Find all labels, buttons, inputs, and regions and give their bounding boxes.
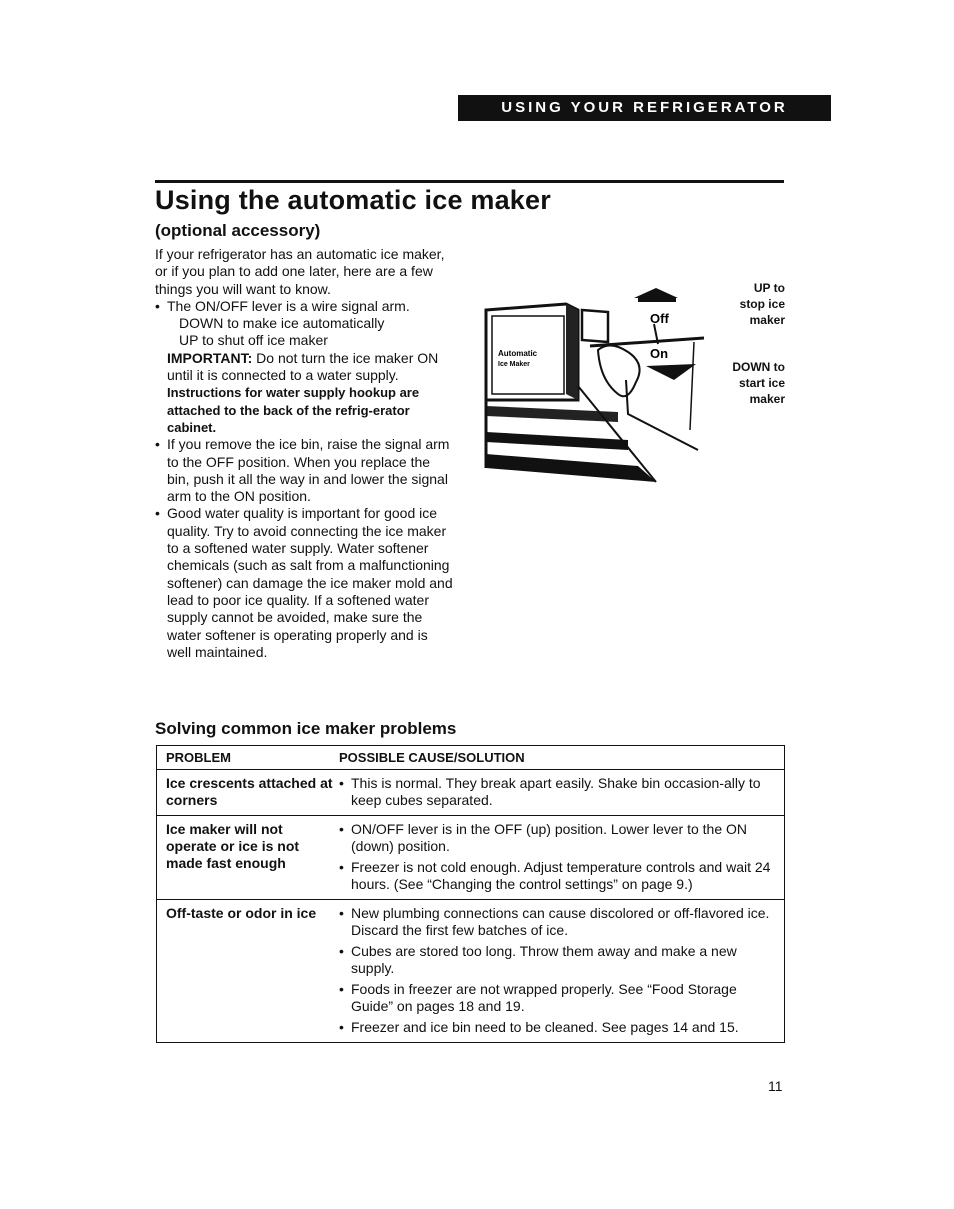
problems-heading: Solving common ice maker problems xyxy=(155,719,457,738)
ice-maker-label-2: Ice Maker xyxy=(498,361,530,368)
intro-column xyxy=(155,246,455,661)
ice-maker-label-1: Automatic xyxy=(498,349,538,358)
solution-item: • Cubes are stored too long. Throw them away and make a new supply. xyxy=(339,943,776,977)
intro-paragraph: If your refrigerator has an automatic ice maker, or if you plan to add one later, here are a few things you will want to know. xyxy=(155,246,445,297)
problem-cell: Off-taste or odor in ice xyxy=(166,905,317,921)
table-header xyxy=(157,746,784,770)
page-number: 11 xyxy=(768,1078,783,1094)
column-header-solution: POSSIBLE CAUSE/SOLUTION xyxy=(339,750,525,765)
important-label: IMPORTANT: xyxy=(167,349,253,366)
lever-down-instruction: DOWN to make ice automatically xyxy=(179,315,385,332)
solution-item: • New plumbing connections can cause discolored or off-flavored ice. Discard the first few batches of ice. xyxy=(339,905,776,939)
problem-cell: Ice maker will not operate or ice is not made fast enough xyxy=(166,821,300,871)
problems-table xyxy=(156,745,785,1043)
solution-item: • Freezer and ice bin need to be cleaned. See pages 14 and 15. xyxy=(339,1019,776,1036)
up-callout: UP to stop ice maker xyxy=(739,281,785,327)
solution-cell xyxy=(339,905,784,1036)
column-header-problem: PROBLEM xyxy=(166,750,231,765)
solution-item: • ON/OFF lever is in the OFF (up) position. Lower lever to the ON (down) position. xyxy=(339,821,776,855)
down-callout: DOWN to start ice maker xyxy=(732,360,785,406)
bullet-water-quality: • Good water quality is important for good ice quality. Try to avoid connecting the ice maker to a softened water supply. Water softener chemicals (such as salt from a malfunctioning softener) can damage the ice maker mold and lead to poor ice quality. If a softened water supply cannot be avoided, make sure the water softener is operating properly and is well maintained. xyxy=(155,505,455,661)
solution-cell xyxy=(339,821,784,893)
problem-cell: Ice crescents attached at corners xyxy=(166,775,333,808)
table-row xyxy=(157,816,784,900)
solution-item: • Freezer is not cold enough. Adjust temperature controls and wait 24 hours. (See “Changing the control settings” on page 9.) xyxy=(339,859,776,893)
solution-item: • This is normal. They break apart easily. Shake bin occasion-ally to keep cubes separated. xyxy=(339,775,776,809)
off-label: Off xyxy=(650,311,669,326)
title-rule xyxy=(155,180,784,183)
on-label: On xyxy=(650,346,669,361)
table-row xyxy=(157,900,784,1042)
down-arrow-icon xyxy=(646,364,696,380)
bullet-wire-signal-arm: • The ON/OFF lever is a wire signal arm. xyxy=(155,298,455,315)
ice-maker-illustration xyxy=(478,282,714,487)
solution-item: • Foods in freezer are not wrapped properly. See “Food Storage Guide” on pages 18 and 19. xyxy=(339,981,776,1015)
up-arrow-icon xyxy=(634,288,678,298)
important-note xyxy=(155,350,455,385)
important-text: Do not turn the ice maker ON until it is connected to a water supply. xyxy=(167,349,439,384)
table-row xyxy=(157,770,784,816)
page-title: Using the automatic ice maker xyxy=(155,185,551,215)
solution-cell xyxy=(339,775,784,809)
bullet-ice-bin: • If you remove the ice bin, raise the signal arm to the OFF position. When you replace the bin, push it all the way in and lower the signal arm to the ON position. xyxy=(155,436,455,505)
lever-up-instruction: UP to shut off ice maker xyxy=(179,332,328,349)
water-hookup-instructions: Instructions for water supply hookup are attached to the back of the refrig-erator cabinet. xyxy=(167,385,420,435)
page-subtitle: (optional accessory) xyxy=(155,221,321,240)
section-header-banner: USING YOUR REFRIGERATOR xyxy=(458,95,831,121)
